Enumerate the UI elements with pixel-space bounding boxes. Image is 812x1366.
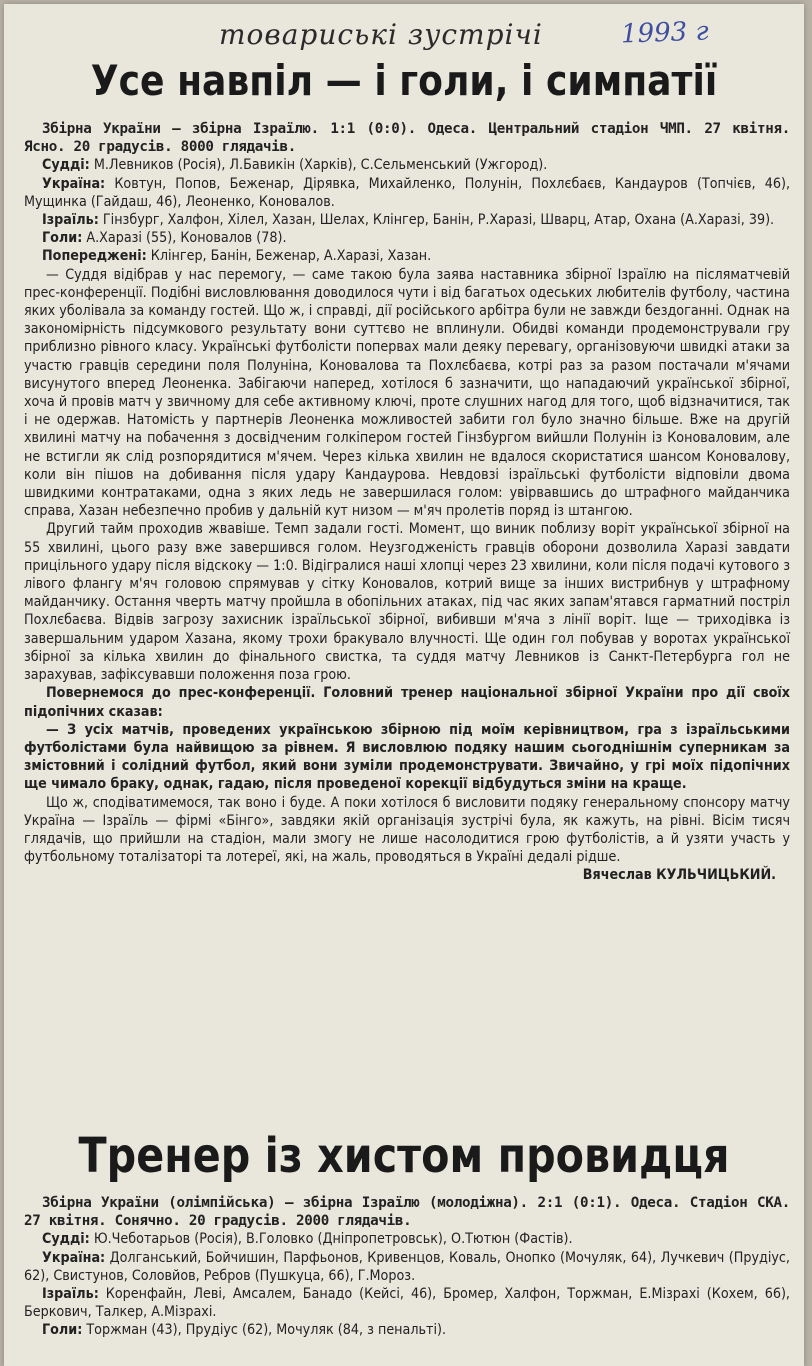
article1-signature: Вячеслав КУЛЬЧИЦЬКИЙ. [582,867,776,884]
article1-paragraph: Повернемося до прес-конференції. Головний тренер національної збірної України про дії своїх підопічних сказав: [24,685,790,720]
israel-label: Ізраїль: [42,1286,99,1303]
article1-ukraine-lineup [24,175,790,211]
article1-headline: Усе навпіл — і голи, і симпатії [90,56,718,105]
referees-text: М.Левников (Росія), Л.Бавикін (Харків), С.Сельменський (Ужгород). [93,157,548,174]
ukraine-label: Україна: [42,1249,106,1266]
referees-label: Судді: [42,1231,90,1248]
israel-label: Ізраїль: [42,212,99,229]
article1-israel-lineup [24,211,790,229]
article1-paragraph: Другий тайм проходив жвавіше. Темп задали гості. Момент, що виник поблизу воріт української збірної на 55 хвилині, цього разу вже завершився голом. Неузгодженість гравців оборони дозволила Харазі завдати прицільного удару після відскоку — 1:0. Відігралися наші хлопці через 23 хвилини, коли після подачі кутового з лівого флангу м'яч головою спрямував у сітку Коновалов, котрий вище за інших вистрибнув у штрафному майданчику. Остання чверть матчу пройшла в обопільних атаках, під час яких запам'ятався гарматний постріл Похлєбаєва. Відвів загрозу захисник ізраїльської збірної, вибивши м'яча з лінії воріт. Іще — триходівка із завершальним ударом Хазана, якому трохи бракувало влучності. Ще один гол побував у воротах української збірної за кілька хвилин до фінального свистка, та суддя матчу Левников із Санкт-Петербурга гол не зарахував, зафіксувавши положення поза грою. [24,521,790,684]
warnings-text: Клінгер, Банін, Беженар, А.Харазі, Хазан. [150,248,432,265]
article2-goals [24,1321,790,1339]
ukraine-lineup-text: Ковтун, Попов, Беженар, Дірявка, Михайленко, Полунін, Похлєбаєв, Кандауров (Топчієв, 46), Мущинка (Гайдаш, 46), Леоненко, Коновалов. [24,175,790,210]
article2-body [24,1194,790,1340]
article2-referees [24,1230,790,1248]
article1-paragraph: Що ж, сподіватимемося, так воно і буде. А поки хотілося б висловити подяку генеральному спонсору матчу Україна — Ізраїль — фірмі «Бінго», завдяки якій організація зустрічі була, як кажуть, на рівні. Вісім тисяч глядачів, що прийшли на стадіон, мали змогу не лише насолодитися грою футболістів, а й узяти участь у футбольному тоталізаторі та лотереї, які, на жаль, проводяться в Україні дедалі рідше. [24,794,790,866]
ukraine-lineup-text: Долганський, Бойчишин, Парфьонов, Кривенцов, Коваль, Онопко (Мочуляк, 64), Лучкевич (Прудіус, 62), Свистунов, Соловйов, Ребров (Пушкуца, 66), Г.Мороз. [24,1249,790,1284]
warnings-label: Попереджені: [42,248,147,265]
article2-match-info: Збірна України (олімпійська) — збірна Ізраїлю (молодіжна). 2:1 (0:1). Одеса. Стадіон СКА. 27 квітня. Сонячно. 20 градусів. 2000 глядачів. [24,1195,790,1230]
article1-paragraph: — Суддя відібрав у нас перемогу, — саме такою була заява наставника збірної Ізраїлю на післяматчевій прес-конференції. Подібні висловлювання доводилося чути і від багатьох одеських любителів футболу, частина яких уболівала за команду гостей. Що ж, і справді, дії російського арбітра були не завжди бездоганні. Однак на закономірність підсумкового результату вони суттєво не вплинули. Обидві команди продемонстрували гру приблизно рівного класу. Українські футболісти поперваx мали деяку перевагу, організовуючи швидкі атаки за участю гравців середини поля Полуніна, Коновалова та Похлєбаєва, котрі раз за разом постачали м'ячами висунутого вперед Леоненка. Забігаючи наперед, хотілося б зазначити, що нападаючий української збірної, хоча й провів матч у звичному для себе активному ключі, проте слушних нагод для того, щоб відзначитися, так і не одержав. Натомість у партнерів Леоненка можливостей забити гол було значно більше. Вже на другій хвилині матчу на побачення з досвідченим голкіпером гостей Гінзбургом вийшли Полунін із Коноваловим, але не встигли як слід розпорядитися м'ячем. Через кілька хвилин не вдалося скористатися шансом Коновалову, коли він пішов на добивання після удару Кандаурова. Невдовзі ізраїльські футболісти відповіли двома швидкими контратаками, одна з яких ледь не завершилася голом: увірвавшись до штрафного майданчика справа, Хазан небезпечно пробив у дальній кут низом — м'яч пролетів поряд із штангою. [24,266,790,520]
referees-text: Ю.Чеботарьов (Росія), В.Головко (Дніпропетровськ), О.Тютюн (Фастів). [93,1231,573,1248]
goals-label: Голи: [42,230,83,247]
article1-match-info: Збірна України — збірна Ізраїлю. 1:1 (0:0). Одеса. Центральний стадіон ЧМП. 27 квітня. Ясно. 20 градусів. 8000 глядачів. [24,121,790,156]
goals-text: А.Харазі (55), Коновалов (78). [86,230,287,247]
ukraine-label: Україна: [42,175,106,192]
israel-lineup-text: Гінзбург, Халфон, Хілел, Хазан, Шелах, Клінгер, Банін, Р.Харазі, Шварц, Атар, Охана (А.Харазі, 39). [102,212,775,229]
handwritten-year-note: 1993 г [620,16,710,50]
newspaper-clipping [4,4,804,1366]
article1-body [24,120,790,885]
israel-lineup-text: Коренфайн, Леві, Амсалем, Банадо (Кейсі, 46), Бромер, Халфон, Торжман, Е.Мізрахі (Кохем, 66), Беркович, Талкер, А.Мізрахі. [24,1286,790,1321]
article1-paragraph: — З усіх матчів, проведених українською збірною під моїм керівництвом, гра з ізраїльськими футболістами була найвищою за рівнем. Я висловлюю подяку нашим сьогоднішнім суперникам за змістовний і солідний футбол, який вони зуміли продемонструвати. Звичайно, у грі моїх підопічних ще чимало браку, однак, гадаю, після проведеної корекції відбудуться зміни на краще. [24,721,790,793]
goals-text: Торжман (43), Прудіус (62), Мочуляк (84, з пенальті). [86,1322,447,1339]
article1-referees [24,156,790,174]
article2-headline: Тренер із хистом провидця [78,1128,730,1184]
article2-israel-lineup [24,1285,790,1321]
article1-goals [24,229,790,247]
section-rubric: товариські зустрічі [219,18,543,51]
referees-label: Судді: [42,157,90,174]
goals-label: Голи: [42,1322,83,1339]
article2-ukraine-lineup [24,1249,790,1285]
article1-warnings [24,247,790,265]
